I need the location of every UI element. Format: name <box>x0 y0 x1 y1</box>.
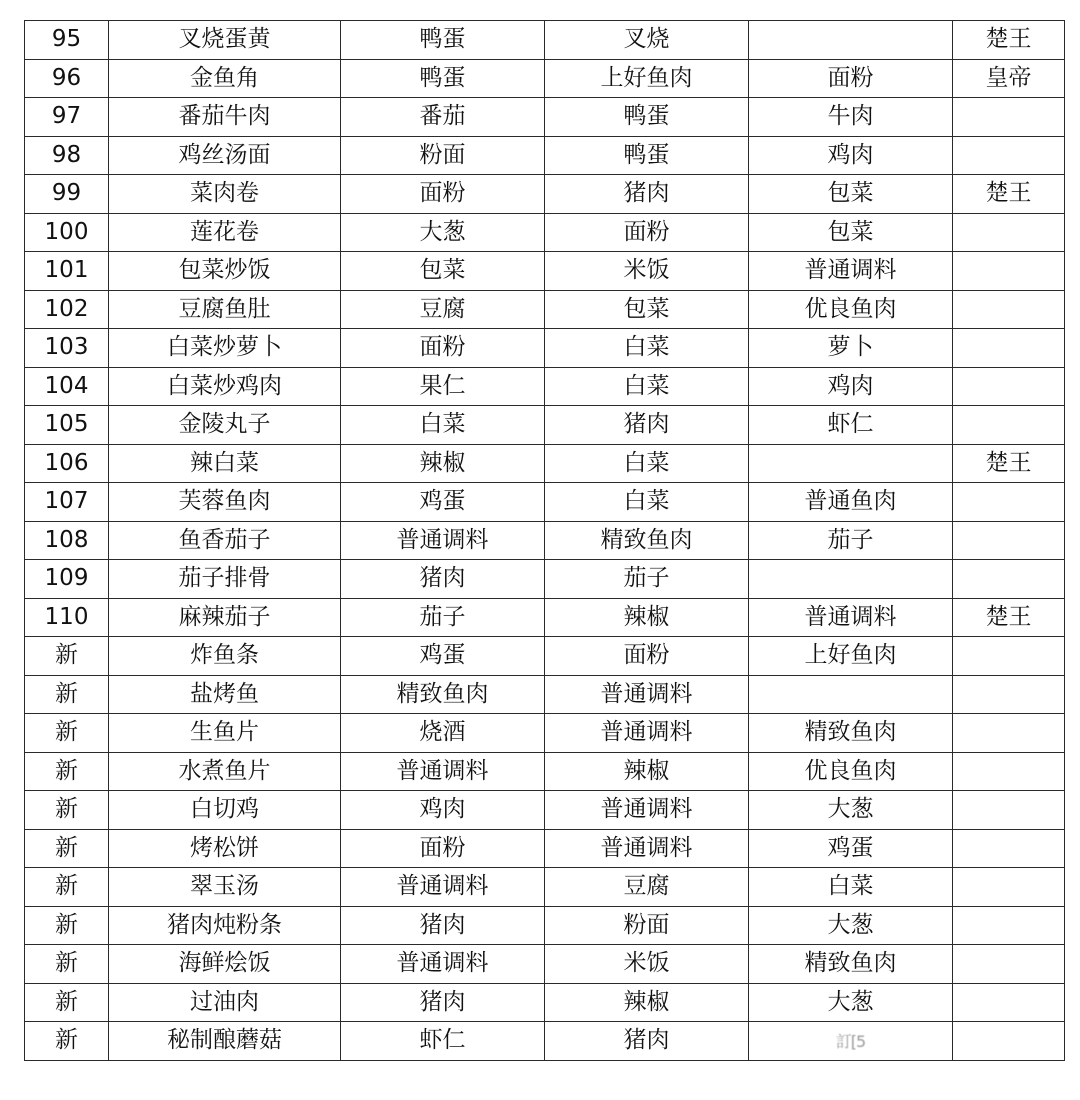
table-row <box>25 521 1065 560</box>
unlock-note: 楚王 <box>953 175 1065 214</box>
recipe-number: 新 <box>25 945 109 984</box>
ingredient-1: 茄子 <box>341 598 545 637</box>
ingredient-3: 大葱 <box>749 906 953 945</box>
ingredient-2: 米饭 <box>545 945 749 984</box>
ingredient-2: 白菜 <box>545 329 749 368</box>
recipe-number: 97 <box>25 98 109 137</box>
table-row <box>25 637 1065 676</box>
ingredient-2: 叉烧 <box>545 21 749 60</box>
unlock-note <box>953 829 1065 868</box>
recipe-table <box>24 20 1065 1061</box>
unlock-note <box>953 252 1065 291</box>
recipe-name: 翠玉汤 <box>109 868 341 907</box>
ingredient-2: 猪肉 <box>545 1022 749 1061</box>
ingredient-1: 普通调料 <box>341 868 545 907</box>
table-row <box>25 714 1065 753</box>
ingredient-2: 白菜 <box>545 367 749 406</box>
table-row <box>25 252 1065 291</box>
recipe-name: 豆腐鱼肚 <box>109 290 341 329</box>
ingredient-1: 辣椒 <box>341 444 545 483</box>
recipe-number: 新 <box>25 1022 109 1061</box>
ingredient-3: 鸡蛋 <box>749 829 953 868</box>
recipe-number: 105 <box>25 406 109 445</box>
recipe-number: 新 <box>25 752 109 791</box>
ingredient-3: 精致鱼肉 <box>749 714 953 753</box>
recipe-number: 106 <box>25 444 109 483</box>
table-row <box>25 983 1065 1022</box>
unlock-note <box>953 714 1065 753</box>
recipe-number: 101 <box>25 252 109 291</box>
unlock-note <box>953 983 1065 1022</box>
unlock-note <box>953 752 1065 791</box>
ingredient-1: 豆腐 <box>341 290 545 329</box>
table-row <box>25 791 1065 830</box>
table-row <box>25 1022 1065 1061</box>
ingredient-2: 普通调料 <box>545 791 749 830</box>
unlock-note <box>953 560 1065 599</box>
ingredient-3: 鸡肉 <box>749 136 953 175</box>
ingredient-2: 面粉 <box>545 213 749 252</box>
unlock-note: 楚王 <box>953 444 1065 483</box>
ingredient-2: 包菜 <box>545 290 749 329</box>
ingredient-3 <box>749 21 953 60</box>
ingredient-1: 果仁 <box>341 367 545 406</box>
recipe-name: 芙蓉鱼肉 <box>109 483 341 522</box>
ingredient-2: 精致鱼肉 <box>545 521 749 560</box>
ingredient-2: 豆腐 <box>545 868 749 907</box>
recipe-number: 新 <box>25 983 109 1022</box>
recipe-number: 104 <box>25 367 109 406</box>
unlock-note <box>953 406 1065 445</box>
ingredient-1: 鸭蛋 <box>341 59 545 98</box>
table-row <box>25 21 1065 60</box>
ingredient-1: 鸡蛋 <box>341 483 545 522</box>
ingredient-1: 普通调料 <box>341 945 545 984</box>
ingredient-2: 面粉 <box>545 637 749 676</box>
unlock-note <box>953 521 1065 560</box>
table-row <box>25 444 1065 483</box>
ingredient-3: 大葱 <box>749 791 953 830</box>
unlock-note <box>953 136 1065 175</box>
unlock-note <box>953 290 1065 329</box>
table-row <box>25 560 1065 599</box>
unlock-note <box>953 213 1065 252</box>
unlock-note <box>953 868 1065 907</box>
recipe-number: 109 <box>25 560 109 599</box>
recipe-name: 水煮鱼片 <box>109 752 341 791</box>
unlock-note <box>953 483 1065 522</box>
recipe-name: 白切鸡 <box>109 791 341 830</box>
ingredient-2: 普通调料 <box>545 675 749 714</box>
ingredient-3: 精致鱼肉 <box>749 945 953 984</box>
ingredient-2: 普通调料 <box>545 714 749 753</box>
recipe-number: 110 <box>25 598 109 637</box>
unlock-note <box>953 1022 1065 1061</box>
table-row <box>25 367 1065 406</box>
ingredient-2: 辣椒 <box>545 983 749 1022</box>
recipe-number: 98 <box>25 136 109 175</box>
ingredient-3: 普通调料 <box>749 598 953 637</box>
unlock-note <box>953 98 1065 137</box>
ingredient-3: 牛肉 <box>749 98 953 137</box>
ingredient-1: 包菜 <box>341 252 545 291</box>
recipe-name: 鱼香茄子 <box>109 521 341 560</box>
table-row <box>25 829 1065 868</box>
recipe-number: 100 <box>25 213 109 252</box>
ingredient-3: 鸡肉 <box>749 367 953 406</box>
ingredient-3 <box>749 675 953 714</box>
ingredient-2: 茄子 <box>545 560 749 599</box>
table-row <box>25 906 1065 945</box>
table-row <box>25 329 1065 368</box>
recipe-name: 莲花卷 <box>109 213 341 252</box>
ingredient-1: 面粉 <box>341 175 545 214</box>
table-row <box>25 406 1065 445</box>
ingredient-3: 上好鱼肉 <box>749 637 953 676</box>
watermark: 訂[5 <box>835 1032 866 1052</box>
recipe-name: 叉烧蛋黄 <box>109 21 341 60</box>
table-row <box>25 136 1065 175</box>
table-row <box>25 98 1065 137</box>
recipe-name: 番茄牛肉 <box>109 98 341 137</box>
recipe-number: 新 <box>25 868 109 907</box>
unlock-note <box>953 329 1065 368</box>
recipe-name: 白菜炒鸡肉 <box>109 367 341 406</box>
recipe-name: 麻辣茄子 <box>109 598 341 637</box>
recipe-number: 新 <box>25 675 109 714</box>
recipe-number: 96 <box>25 59 109 98</box>
ingredient-1: 虾仁 <box>341 1022 545 1061</box>
recipe-name: 过油肉 <box>109 983 341 1022</box>
recipe-name: 猪肉炖粉条 <box>109 906 341 945</box>
ingredient-1: 番茄 <box>341 98 545 137</box>
ingredient-2: 上好鱼肉 <box>545 59 749 98</box>
ingredient-3 <box>749 444 953 483</box>
recipe-name: 金陵丸子 <box>109 406 341 445</box>
recipe-name: 白菜炒萝卜 <box>109 329 341 368</box>
unlock-note: 楚王 <box>953 598 1065 637</box>
table-row <box>25 868 1065 907</box>
ingredient-3: 面粉 <box>749 59 953 98</box>
ingredient-1: 鸡肉 <box>341 791 545 830</box>
ingredient-2: 粉面 <box>545 906 749 945</box>
unlock-note <box>953 945 1065 984</box>
ingredient-3: 普通鱼肉 <box>749 483 953 522</box>
unlock-note <box>953 791 1065 830</box>
unlock-note <box>953 637 1065 676</box>
ingredient-2: 鸭蛋 <box>545 136 749 175</box>
unlock-note <box>953 906 1065 945</box>
recipe-name: 生鱼片 <box>109 714 341 753</box>
ingredient-1: 猪肉 <box>341 906 545 945</box>
ingredient-1: 白菜 <box>341 406 545 445</box>
ingredient-3 <box>749 1022 953 1061</box>
recipe-name: 辣白菜 <box>109 444 341 483</box>
table-row <box>25 290 1065 329</box>
recipe-name: 炸鱼条 <box>109 637 341 676</box>
ingredient-1: 鸭蛋 <box>341 21 545 60</box>
ingredient-3: 普通调料 <box>749 252 953 291</box>
ingredient-1: 粉面 <box>341 136 545 175</box>
recipe-number: 107 <box>25 483 109 522</box>
table-row <box>25 598 1065 637</box>
recipe-number: 102 <box>25 290 109 329</box>
recipe-number: 新 <box>25 637 109 676</box>
ingredient-1: 精致鱼肉 <box>341 675 545 714</box>
ingredient-2: 猪肉 <box>545 406 749 445</box>
ingredient-1: 面粉 <box>341 329 545 368</box>
ingredient-3: 茄子 <box>749 521 953 560</box>
recipe-name: 菜肉卷 <box>109 175 341 214</box>
ingredient-1: 鸡蛋 <box>341 637 545 676</box>
ingredient-3: 萝卜 <box>749 329 953 368</box>
recipe-number: 103 <box>25 329 109 368</box>
table-row <box>25 175 1065 214</box>
ingredient-1: 普通调料 <box>341 752 545 791</box>
unlock-note <box>953 675 1065 714</box>
ingredient-3: 优良鱼肉 <box>749 290 953 329</box>
ingredient-2: 辣椒 <box>545 598 749 637</box>
unlock-note <box>953 367 1065 406</box>
ingredient-3 <box>749 560 953 599</box>
unlock-note: 楚王 <box>953 21 1065 60</box>
ingredient-1: 猪肉 <box>341 560 545 599</box>
ingredient-1: 猪肉 <box>341 983 545 1022</box>
table-row <box>25 945 1065 984</box>
ingredient-1: 普通调料 <box>341 521 545 560</box>
recipe-number: 新 <box>25 829 109 868</box>
recipe-name: 盐烤鱼 <box>109 675 341 714</box>
ingredient-3: 大葱 <box>749 983 953 1022</box>
recipe-number: 108 <box>25 521 109 560</box>
ingredient-2: 白菜 <box>545 444 749 483</box>
table-row <box>25 675 1065 714</box>
ingredient-3: 优良鱼肉 <box>749 752 953 791</box>
ingredient-2: 普通调料 <box>545 829 749 868</box>
ingredient-1: 大葱 <box>341 213 545 252</box>
recipe-name: 包菜炒饭 <box>109 252 341 291</box>
table-row <box>25 483 1065 522</box>
recipe-name: 秘制酿蘑菇 <box>109 1022 341 1061</box>
ingredient-2: 鸭蛋 <box>545 98 749 137</box>
table-row <box>25 752 1065 791</box>
recipe-name: 金鱼角 <box>109 59 341 98</box>
recipe-name: 烤松饼 <box>109 829 341 868</box>
recipe-number: 99 <box>25 175 109 214</box>
recipe-number: 新 <box>25 714 109 753</box>
recipe-number: 新 <box>25 906 109 945</box>
recipe-name: 鸡丝汤面 <box>109 136 341 175</box>
ingredient-1: 面粉 <box>341 829 545 868</box>
table-row <box>25 59 1065 98</box>
recipe-name: 海鲜烩饭 <box>109 945 341 984</box>
ingredient-3: 包菜 <box>749 213 953 252</box>
ingredient-3: 虾仁 <box>749 406 953 445</box>
unlock-note: 皇帝 <box>953 59 1065 98</box>
recipe-number: 新 <box>25 791 109 830</box>
recipe-name: 茄子排骨 <box>109 560 341 599</box>
ingredient-2: 辣椒 <box>545 752 749 791</box>
ingredient-3: 包菜 <box>749 175 953 214</box>
recipe-table-body <box>25 21 1065 1061</box>
table-row <box>25 213 1065 252</box>
ingredient-2: 白菜 <box>545 483 749 522</box>
ingredient-3: 白菜 <box>749 868 953 907</box>
ingredient-1: 烧酒 <box>341 714 545 753</box>
ingredient-2: 米饭 <box>545 252 749 291</box>
ingredient-2: 猪肉 <box>545 175 749 214</box>
recipe-number: 95 <box>25 21 109 60</box>
